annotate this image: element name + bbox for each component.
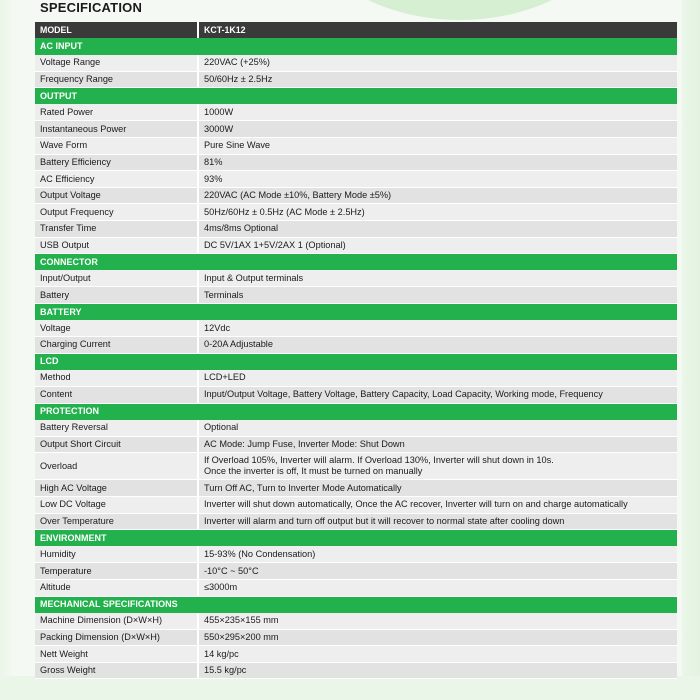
spec-value-line: 15.5 kg/pc [204,665,247,676]
spec-value-line: 220VAC (+25%) [204,57,270,68]
spec-value [198,563,677,580]
spec-value-line: 81% [204,156,223,167]
spec-value [198,646,677,663]
spec-label: High AC Voltage [35,480,198,497]
spec-value-line: 93% [204,173,223,184]
table-row [35,662,677,679]
spec-label: Over Temperature [35,513,198,530]
table-row [35,546,677,563]
section-row [35,304,677,321]
section-title: BATTERY [35,304,677,321]
spec-value [198,513,677,530]
spec-value [198,71,677,88]
spec-value [198,496,677,513]
spec-label: Frequency Range [35,71,198,88]
spec-value [198,453,677,480]
spec-value-line: 1000W [204,106,234,117]
spec-label: Rated Power [35,104,198,121]
table-row [35,337,677,354]
table-row [35,513,677,530]
section-row [35,38,677,55]
section-row [35,403,677,420]
spec-label: Input/Output [35,270,198,287]
table-row [35,154,677,171]
section-row [35,88,677,105]
spec-value-line: 15-93% (No Condensation) [204,548,316,559]
spec-value [198,436,677,453]
table-row [35,629,677,646]
table-header-row [35,22,677,38]
spec-label: Output Frequency [35,204,198,221]
spec-value [198,386,677,403]
table-row [35,221,677,238]
spec-value-line: ≤3000m [204,582,238,593]
spec-value-line: Input/Output Voltage, Battery Voltage, Battery Capacity, Load Capacity, Working mode, Frequency [204,389,603,400]
table-row [35,171,677,188]
spec-value [198,420,677,437]
spec-value-line: 455×235×155 mm [204,615,279,626]
spec-value-line: 14 kg/pc [204,648,239,659]
table-row [35,579,677,596]
spec-value-line: Inverter will alarm and turn off output but it will recover to normal state after cooling down [204,515,565,526]
section-row [35,353,677,370]
spec-value-line: Once the inverter is off, It must be turned on manually [204,466,423,477]
table-row [35,121,677,138]
model-label: MODEL [35,22,198,38]
table-row [35,138,677,155]
spec-value [198,270,677,287]
table-row [35,320,677,337]
spec-value-line: LCD+LED [204,372,246,383]
spec-value [198,55,677,72]
spec-value-line: Pure Sine Wave [204,140,271,151]
spec-label: Battery [35,287,198,304]
section-title: MECHANICAL SPECIFICATIONS [35,596,677,613]
spec-value-line: Inverter will shut down automatically, Once the AC recover, Inverter will turn on and charge automatically [204,499,628,510]
table-row [35,496,677,513]
table-row [35,480,677,497]
spec-value-line: Terminals [204,289,244,300]
section-title: CONNECTOR [35,254,677,271]
spec-label: Battery Efficiency [35,154,198,171]
spec-label: Altitude [35,579,198,596]
table-row [35,55,677,72]
spec-label: Method [35,370,198,387]
spec-label: Transfer Time [35,221,198,238]
decorative-circle [300,0,620,20]
section-row [35,254,677,271]
spec-label: Output Voltage [35,187,198,204]
spec-value [198,662,677,679]
spec-value [198,579,677,596]
table-row [35,436,677,453]
spec-value [198,320,677,337]
spec-value-line: 12Vdc [204,322,231,333]
spec-label: Temperature [35,563,198,580]
spec-value [198,629,677,646]
spec-value [198,104,677,121]
table-row [35,453,677,480]
spec-value-line: 550×295×200 mm [204,631,279,642]
section-row [35,596,677,613]
spec-label: Instantaneous Power [35,121,198,138]
spec-value [198,546,677,563]
spec-table-body [35,22,677,679]
spec-value-line: Optional [204,422,239,433]
spec-label: Humidity [35,546,198,563]
model-value: KCT-1K12 [198,22,677,38]
spec-value-line: 4ms/8ms Optional [204,223,279,234]
spec-value-line: If Overload 105%, Inverter will alarm. If Overload 130%, Inverter will shut down in 10s. [204,455,554,466]
spec-label: Output Short Circuit [35,436,198,453]
section-title: ENVIRONMENT [35,530,677,547]
spec-value [198,204,677,221]
spec-label: Wave Form [35,138,198,155]
spec-value [198,171,677,188]
page-title: SPECIFICATION [40,0,143,15]
spec-value [198,121,677,138]
spec-value [198,613,677,630]
spec-label: Nett Weight [35,646,198,663]
spec-label: AC Efficiency [35,171,198,188]
spec-value-line: 220VAC (AC Mode ±10%, Battery Mode ±5%) [204,190,392,201]
decorative-bottom-band [0,676,700,700]
spec-table [35,22,677,679]
table-row [35,71,677,88]
spec-label: Low DC Voltage [35,496,198,513]
spec-value [198,154,677,171]
section-title: PROTECTION [35,403,677,420]
spec-value-line: 50Hz/60Hz ± 0.5Hz (AC Mode ± 2.5Hz) [204,206,365,217]
spec-value-line: Turn Off AC, Turn to Inverter Mode Automatically [204,482,402,493]
table-row [35,187,677,204]
table-row [35,370,677,387]
table-row [35,287,677,304]
spec-label: Voltage Range [35,55,198,72]
spec-value-line: DC 5V/1AX 1+5V/2AX 1 (Optional) [204,239,346,250]
spec-label: Overload [35,453,198,480]
spec-value-line: Input & Output terminals [204,272,304,283]
spec-label: Content [35,386,198,403]
spec-value [198,187,677,204]
decorative-right-band [682,0,700,700]
section-row [35,530,677,547]
table-row [35,420,677,437]
spec-value-line: AC Mode: Jump Fuse, Inverter Mode: Shut Down [204,439,405,450]
section-title: LCD [35,353,677,370]
spec-value-line: 3000W [204,123,234,134]
spec-value-line: -10°C ~ 50°C [204,565,259,576]
spec-value [198,221,677,238]
table-row [35,563,677,580]
spec-value-line: 0-20A Adjustable [204,339,273,350]
spec-value [198,287,677,304]
spec-label: Charging Current [35,337,198,354]
table-row [35,270,677,287]
spec-label: USB Output [35,237,198,254]
spec-value [198,370,677,387]
spec-value [198,237,677,254]
table-row [35,104,677,121]
spec-label: Battery Reversal [35,420,198,437]
decorative-left-band [0,0,14,700]
table-row [35,237,677,254]
spec-label: Gross Weight [35,662,198,679]
spec-value [198,337,677,354]
section-title: AC INPUT [35,38,677,55]
spec-label: Voltage [35,320,198,337]
spec-value [198,138,677,155]
table-row [35,646,677,663]
table-row [35,386,677,403]
spec-value [198,480,677,497]
table-row [35,204,677,221]
table-row [35,613,677,630]
section-title: OUTPUT [35,88,677,105]
spec-label: Packing Dimension (D×W×H) [35,629,198,646]
spec-label: Machine Dimension (D×W×H) [35,613,198,630]
spec-value-line: 50/60Hz ± 2.5Hz [204,73,273,84]
